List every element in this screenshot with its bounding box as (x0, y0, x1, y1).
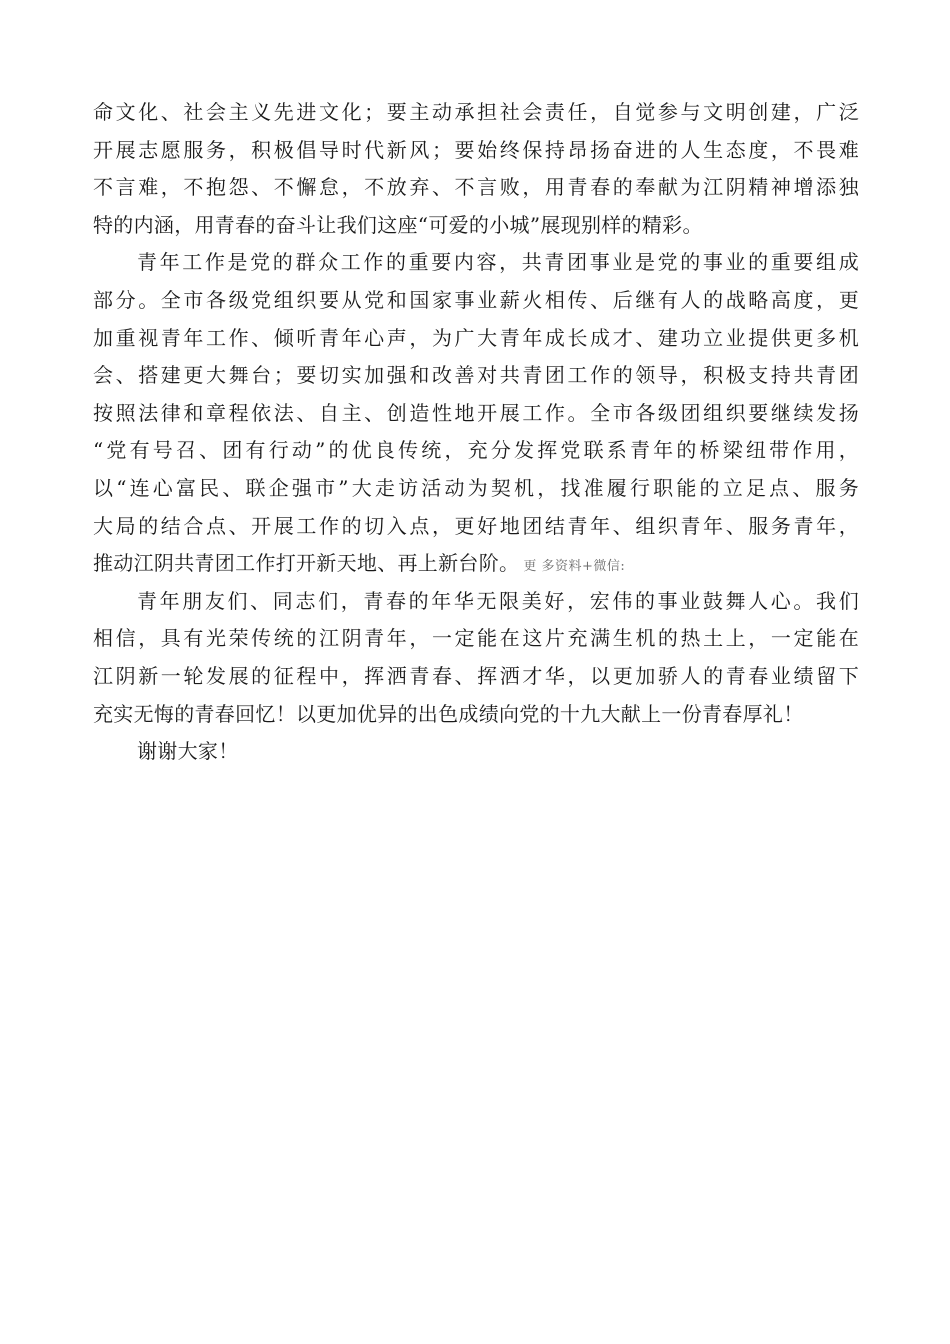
paragraph-2 (93, 244, 859, 582)
text-line: 相信，具有光荣传统的江阴青年，一定能在这片充满生机的热土上，一定能在 (93, 626, 859, 651)
text-line: 青年工作是党的群众工作的重要内容，共青团事业是党的事业的重要组成 (137, 250, 859, 275)
text-line: 青年朋友们、同志们，青春的年华无限美好，宏伟的事业鼓舞人心。我们 (137, 588, 859, 613)
text-line: 命文化、社会主义先进文化；要主动承担社会责任，自觉参与文明创建，广泛 (93, 100, 859, 124)
watermark-note: 更 多资料+微信: (523, 559, 626, 575)
text-line: 充实无悔的青春回忆！以更加优异的出色成绩向党的十九大献上一份青春厚礼！ (93, 701, 804, 726)
text-line: 不言难，不抱怨、不懈怠，不放弃、不言败，用青春的奉献为江阴精神增添独 (93, 175, 859, 200)
text-line: 江阴新一轮发展的征程中，挥洒青春、挥洒才华，以更加骄人的青春业绩留下 (93, 663, 859, 688)
text-span: 推动江阴共青团工作打开新天地、再上新台阶。 (93, 551, 520, 576)
text-line: 特的内涵，用青春的奋斗让我们这座“可爱的小城”展现别样的精彩。 (93, 212, 703, 237)
text-line: 加重视青年工作、倾听青年心声，为广大青年成长成才、建功立业提供更多机 (93, 325, 859, 350)
text-line: 以“连心富民、联企强市”大走访活动为契机，找准履行职能的立足点、服务 (93, 475, 859, 500)
closing-line: 谢谢大家！ (137, 739, 239, 764)
paragraph-1 (93, 94, 859, 244)
text-line: “党有号召、团有行动”的优良传统，充分发挥党联系青年的桥梁纽带作用， (93, 438, 859, 463)
text-line: 大局的结合点、开展工作的切入点，更好地团结青年、组织青年、服务青年， (93, 513, 859, 538)
text-line: 按照法律和章程依法、自主、创造性地开展工作。全市各级团组织要继续发扬 (93, 400, 859, 425)
text-line (93, 545, 859, 583)
document-page (93, 94, 859, 771)
text-line: 开展志愿服务，积极倡导时代新风；要始终保持昂扬奋进的人生态度，不畏难 (93, 137, 859, 162)
paragraph-3 (93, 583, 859, 733)
text-line: 会、搭建更大舞台；要切实加强和改善对共青团工作的领导，积极支持共青团 (93, 363, 859, 388)
text-line: 部分。全市各级党组织要从党和国家事业薪火相传、后继有人的战略高度，更 (93, 287, 859, 312)
